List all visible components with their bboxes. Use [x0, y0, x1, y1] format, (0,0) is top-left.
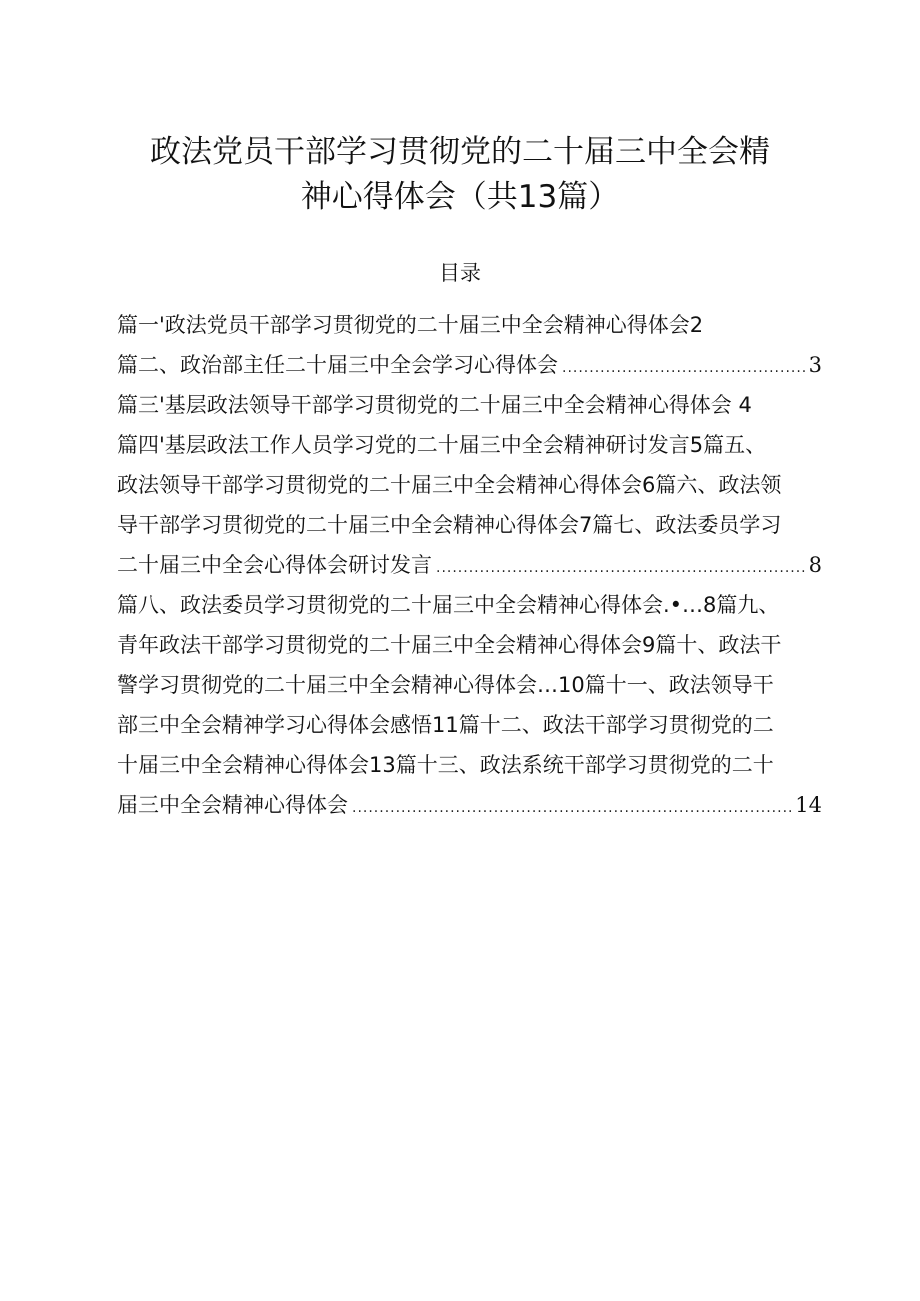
toc-line[interactable] — [117, 625, 847, 665]
document-title-line-2: 神心得体会（共13篇） — [300, 179, 620, 215]
toc-line[interactable] — [117, 505, 847, 545]
toc-line-text: 十届三中全会精神心得体会13篇十三、政法系统干部学习贯彻党的二十 — [117, 753, 774, 777]
toc-line[interactable] — [117, 705, 847, 745]
toc-line-text: 警学习贯彻党的二十届三中全会精神心得体会…10篇十一、政法领导干 — [117, 673, 774, 697]
toc-line-text: 政法领导干部学习贯彻党的二十届三中全会精神心得体会6篇六、政法领 — [117, 473, 782, 497]
toc-line-text: 部三中全会精神学习心得体会感悟11篇十二、政法干部学习贯彻党的二 — [117, 713, 774, 737]
toc-line[interactable] — [117, 745, 847, 785]
toc-line-text: 届三中全会精神心得体会 — [117, 793, 348, 817]
toc-page-number: 3 — [808, 353, 822, 377]
toc-line[interactable] — [117, 345, 822, 385]
toc-line-text: 篇一'政法党员干部学习贯彻党的二十届三中全会精神心得体会2 — [117, 313, 704, 337]
toc-line-text: 篇四'基层政法工作人员学习党的二十届三中全会精神研讨发言5篇五、 — [117, 433, 767, 457]
toc-page-number: 8 — [808, 553, 822, 577]
toc-line[interactable] — [117, 665, 847, 705]
toc-line-text: 导干部学习贯彻党的二十届三中全会精神心得体会7篇七、政法委员学习 — [117, 513, 782, 537]
dot-leader — [436, 548, 805, 588]
toc-page-number: 14 — [795, 793, 822, 817]
dot-leader — [352, 788, 791, 828]
toc-line-text: 篇八、政法委员学习贯彻党的二十届三中全会精神心得体会.•…8篇九、 — [117, 593, 780, 617]
dot-leader — [562, 348, 805, 388]
document-title-line-1: 政法党员干部学习贯彻党的二十届三中全会精 — [150, 134, 770, 170]
toc-line-text: 篇三'基层政法领导干部学习贯彻党的二十届三中全会精神心得体会 4 — [117, 393, 752, 417]
toc-line[interactable] — [117, 585, 847, 625]
toc-line-text: 青年政法干部学习贯彻党的二十届三中全会精神心得体会9篇十、政法干 — [117, 633, 782, 657]
toc-line-text: 二十届三中全会心得体会研讨发言 — [117, 553, 432, 577]
toc-line[interactable] — [117, 465, 847, 505]
toc-line[interactable] — [117, 545, 822, 585]
toc-line[interactable] — [117, 785, 822, 825]
toc-line[interactable] — [117, 305, 847, 345]
toc-line[interactable] — [117, 385, 847, 425]
toc-heading: 目录 — [439, 261, 481, 285]
toc-line[interactable] — [117, 425, 847, 465]
toc-line-text: 篇二、政治部主任二十届三中全会学习心得体会 — [117, 353, 558, 377]
table-of-contents — [117, 305, 847, 825]
